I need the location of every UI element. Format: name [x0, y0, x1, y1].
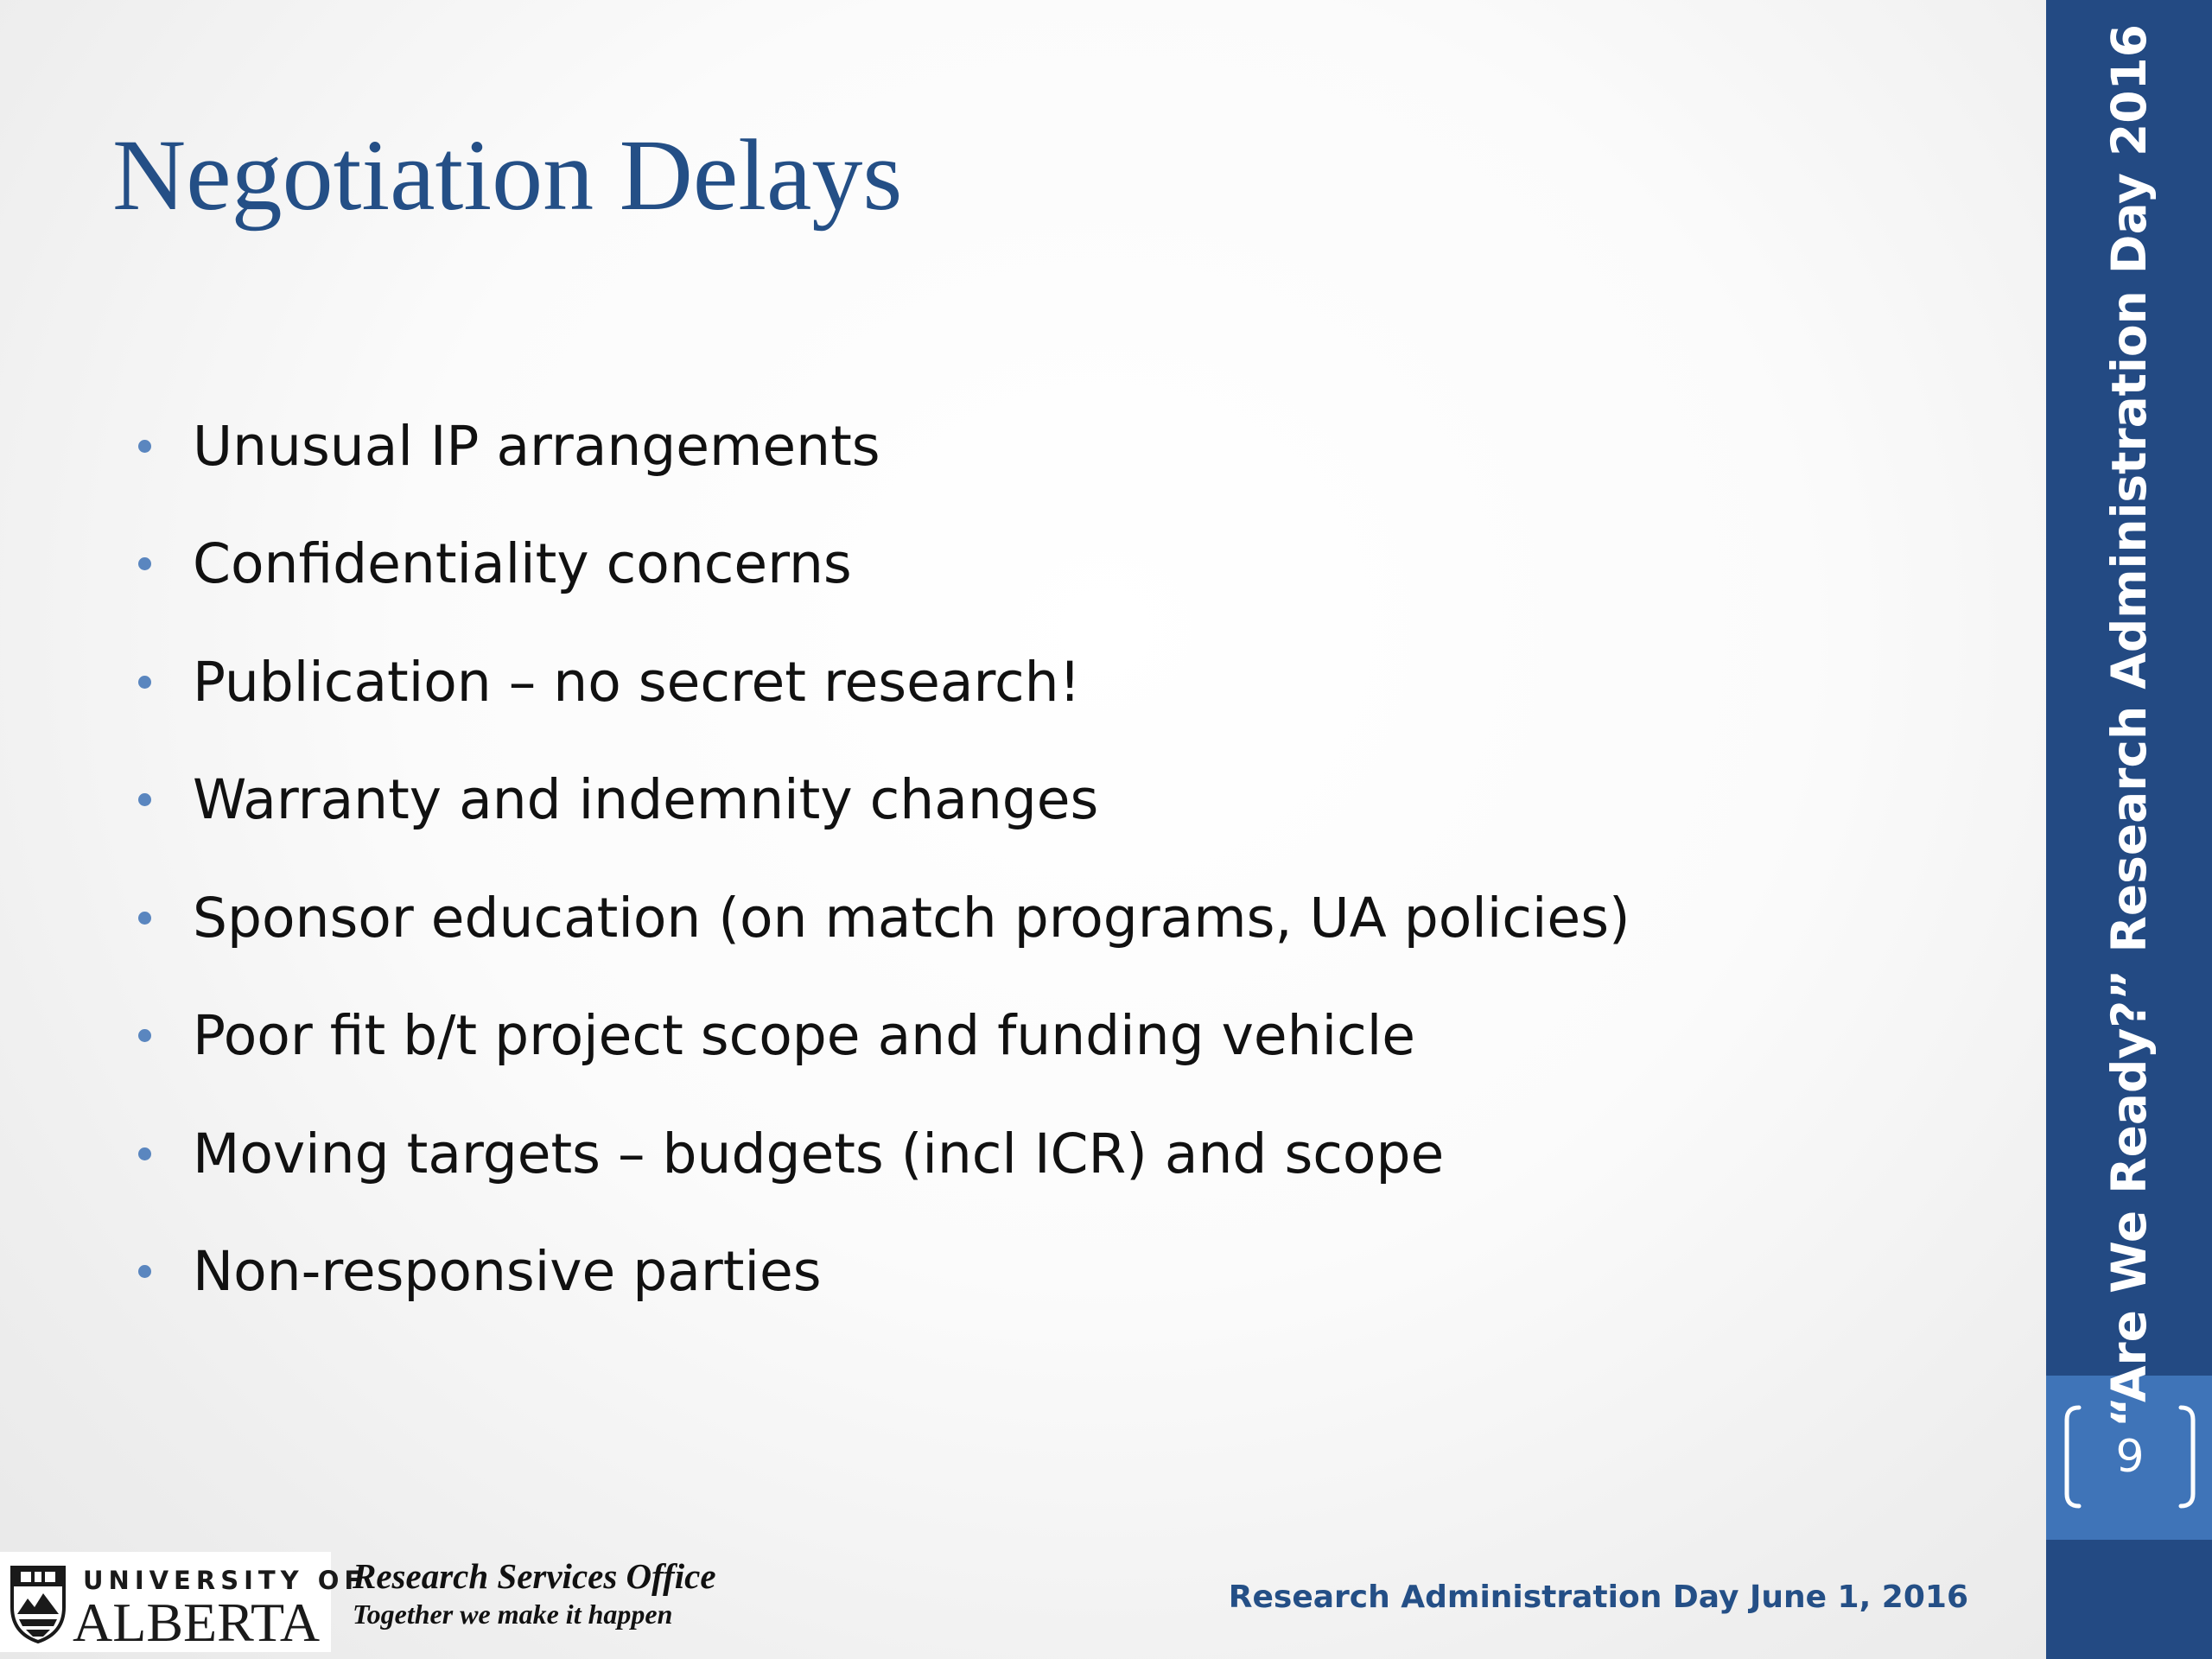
- office-tagline: Together we make it happen: [353, 1599, 673, 1630]
- footer-event-date: Research Administration Day June 1, 2016: [1228, 1580, 1968, 1615]
- bullet-dot-icon: [138, 1029, 151, 1042]
- bullet-text: Publication – no secret research!: [193, 650, 1081, 714]
- bullet-text: Poor fit b/t project scope and funding vehicle: [193, 1004, 1415, 1068]
- university-crest-icon: [9, 1564, 67, 1643]
- university-name: ALBERTA: [73, 1592, 321, 1653]
- page-number-box: [2062, 1404, 2198, 1510]
- university-logo: [0, 1552, 367, 1653]
- bullet-text: Confidentiality concerns: [193, 532, 852, 596]
- office-name: Research Services Office: [353, 1556, 716, 1596]
- bullet-dot-icon: [138, 440, 151, 453]
- bullet-item: [138, 741, 1630, 860]
- slide-title: Negotiation Delays: [112, 118, 903, 232]
- bullet-item: [138, 505, 1630, 624]
- bullet-item: [138, 1095, 1630, 1213]
- bullet-dot-icon: [138, 1147, 151, 1160]
- bullet-text: Non-responsive parties: [193, 1240, 822, 1304]
- bullet-text: Sponsor education (on match programs, UA policies): [193, 886, 1630, 950]
- bullet-dot-icon: [138, 557, 151, 570]
- bullet-dot-icon: [138, 676, 151, 689]
- bullet-item: [138, 859, 1630, 977]
- bullet-item: [138, 977, 1630, 1096]
- bullet-text: Warranty and indemnity changes: [193, 768, 1099, 832]
- bullet-text: Unusual IP arrangements: [193, 414, 880, 478]
- bullet-dot-icon: [138, 793, 151, 806]
- sidebar-vertical-title: “Are We Ready?” Research Administration Day 2016: [2101, 23, 2157, 1428]
- bullet-item: [138, 1213, 1630, 1332]
- university-of-label: UNIVERSITY OF: [83, 1566, 367, 1595]
- bullet-dot-icon: [138, 1265, 151, 1278]
- page-number: 9: [2115, 1431, 2145, 1483]
- bullet-dot-icon: [138, 912, 151, 925]
- bullet-item: [138, 623, 1630, 741]
- bullet-item: [138, 387, 1630, 505]
- bullet-list: [138, 387, 1630, 1331]
- bullet-text: Moving targets – budgets (incl ICR) and scope: [193, 1122, 1445, 1185]
